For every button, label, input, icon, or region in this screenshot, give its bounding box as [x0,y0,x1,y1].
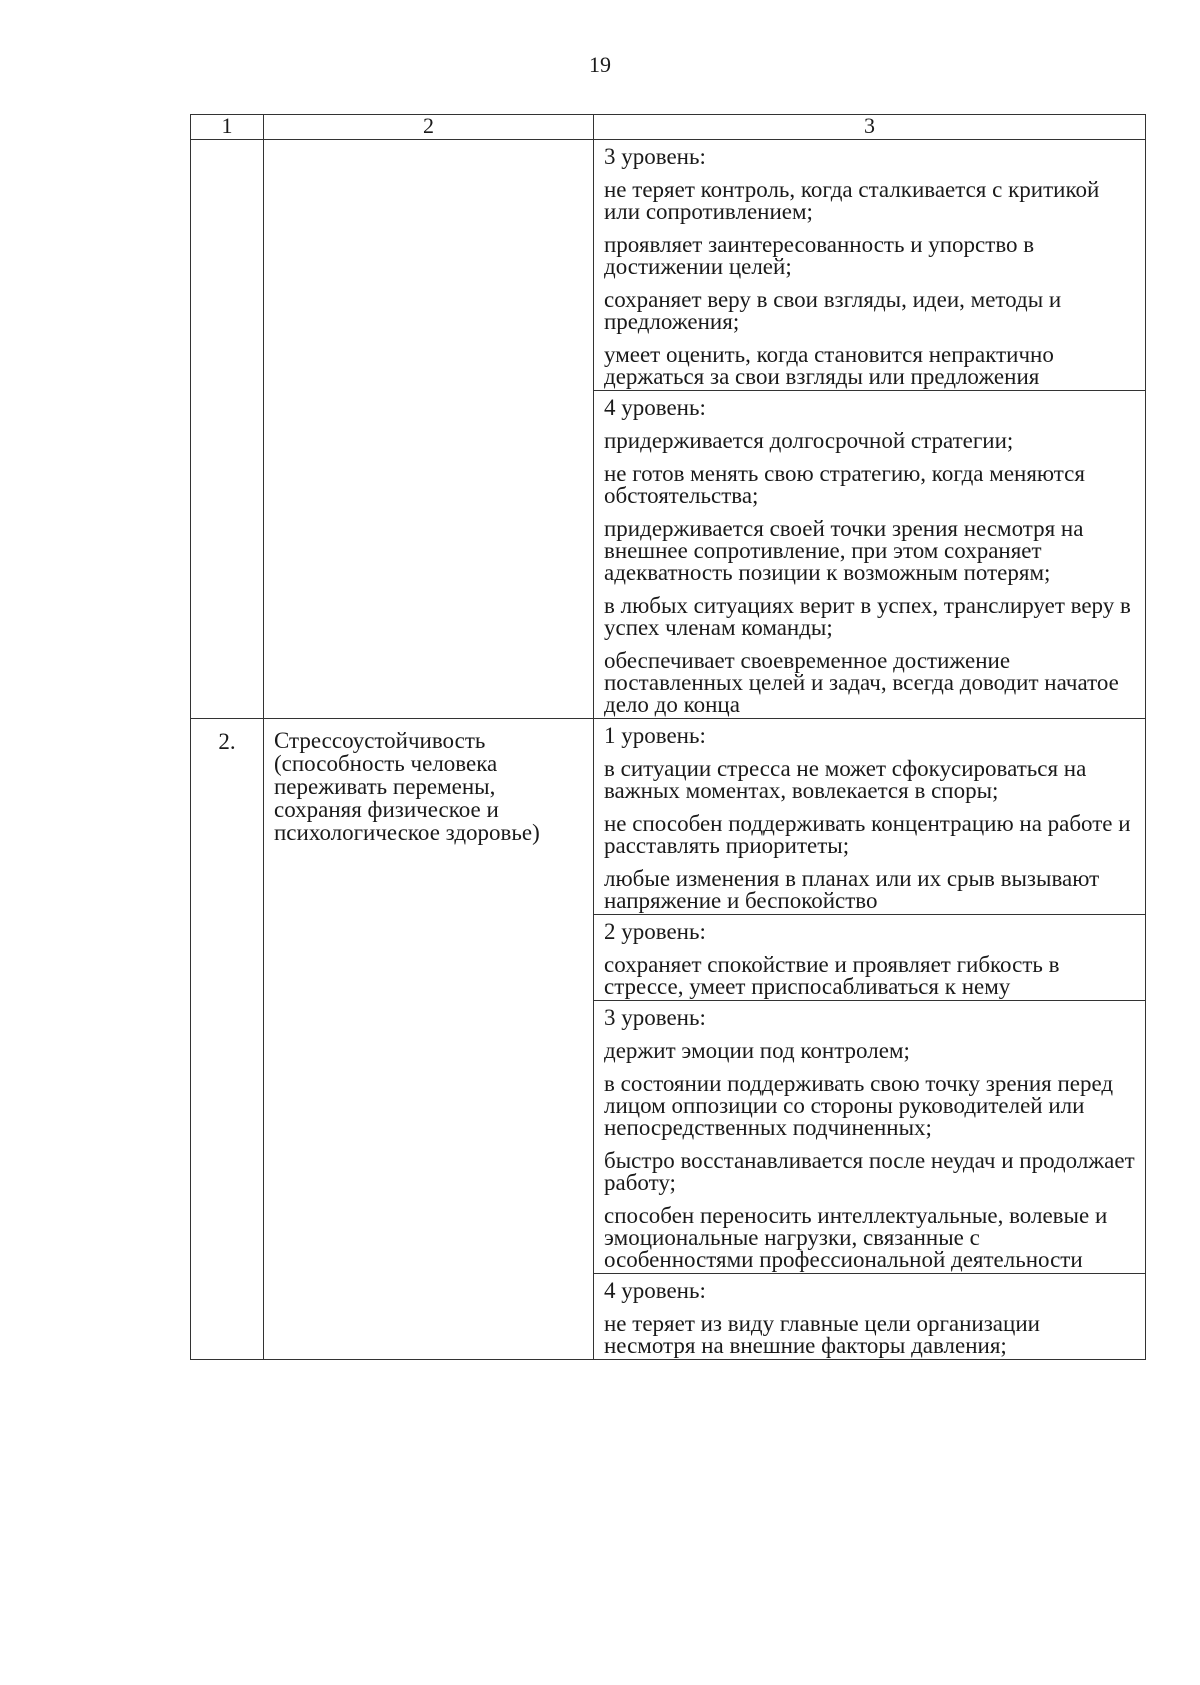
level-item: в любых ситуациях верит в успех, транслирует веру в успех членам команды; [604,593,1131,640]
level-block [594,914,1145,1000]
level-block [594,719,1145,914]
competency-table [190,114,1146,1360]
level-item: в состоянии поддерживать свою точку зрения перед лицом оппозиции со стороны руководителей или непосредственных подчиненных; [604,1071,1114,1140]
level-title: 3 уровень: [604,144,706,169]
level-title: 4 уровень: [604,395,706,420]
level-item: придерживается долгосрочной стратегии; [604,428,1014,453]
level-item: способен переносить интеллектуальные, волевые и эмоциональные нагрузки, связанные с особенностями профессиональной деятельности [604,1203,1108,1272]
levels-cell [594,140,1146,719]
level-title: 2 уровень: [604,919,706,944]
column-number-2: 2 [264,115,594,140]
level-title: 3 уровень: [604,1005,706,1030]
level-block [594,1273,1145,1359]
row-number [191,140,264,719]
level-item: быстро восстанавливается после неудач и продолжает работу; [604,1148,1135,1195]
level-title: 4 уровень: [604,1278,706,1303]
level-item: обеспечивает своевременное достижение поставленных целей и задач, всегда доводит начатое дело до конца [604,648,1119,717]
level-title: 1 уровень: [604,723,706,748]
table-header-row [191,115,1146,140]
level-item: держит эмоции под контролем; [604,1038,910,1063]
level-item: сохраняет веру в свои взгляды, идеи, методы и предложения; [604,287,1062,334]
level-item: придерживается своей точки зрения несмотря на внешнее сопротивление, при этом сохраняет адекватность позиции к возможным потерям; [604,516,1084,585]
level-item: проявляет заинтересованность и упорство в достижении целей; [604,232,1035,279]
level-item: любые изменения в планах или их срыв вызывают напряжение и беспокойство [604,866,1100,913]
level-item: не способен поддерживать концентрацию на работе и расставлять приоритеты; [604,811,1131,858]
column-number-1: 1 [191,115,264,140]
levels-cell [594,719,1146,1360]
competency-name [264,140,594,719]
table-row [191,719,1146,1360]
level-block [594,140,1145,390]
level-item: не теряет из виду главные цели организации несмотря на внешние факторы давления; [604,1311,1040,1358]
competency-name: Стрессоустойчивость (способность человека переживать перемены, сохраняя физическое и психологическое здоровье) [264,719,594,1360]
level-item: не теряет контроль, когда сталкивается с критикой или сопротивлением; [604,177,1100,224]
table-row [191,140,1146,719]
level-block [594,390,1145,718]
page-number: 19 [589,52,611,77]
column-number-3: 3 [594,115,1146,140]
level-item: в ситуации стресса не может сфокусироваться на важных моментах, вовлекается в споры; [604,756,1087,803]
level-item: сохраняет спокойствие и проявляет гибкость в стрессе, умеет приспосабливаться к нему [604,952,1060,999]
row-number: 2. [191,719,264,1360]
level-item: не готов менять свою стратегию, когда меняются обстоятельства; [604,461,1085,508]
level-item: умеет оценить, когда становится непрактично держаться за свои взгляды или предложения [604,342,1054,389]
level-block [594,1000,1145,1273]
